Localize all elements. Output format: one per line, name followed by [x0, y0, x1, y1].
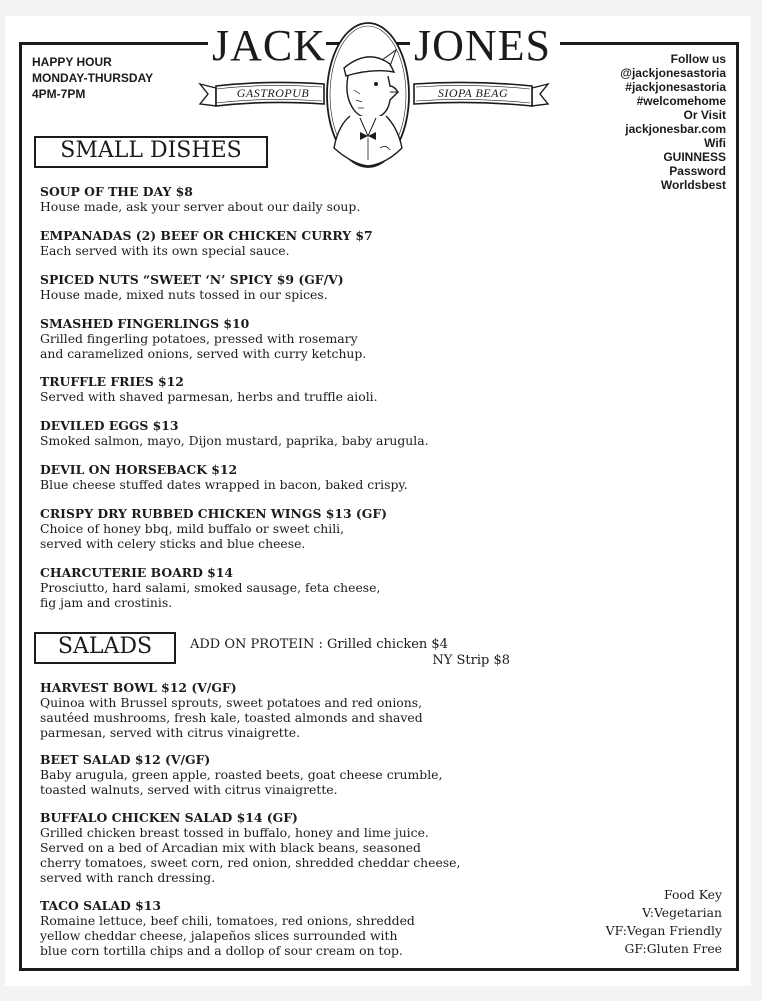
menu-item [40, 418, 560, 448]
section-title: SMALL DISHES [60, 138, 242, 163]
menu-item [40, 752, 560, 797]
item-name: SMASHED FINGERLINGS $10 [40, 316, 250, 331]
menu-item [40, 272, 560, 302]
item-description: House made, mixed nuts tossed in our spices. [40, 287, 328, 302]
menu-item [40, 680, 560, 740]
item-description: Blue cheese stuffed dates wrapped in bacon, baked crispy. [40, 477, 408, 492]
menu-item [40, 462, 560, 492]
item-name: SPICED NUTS “SWEET ‘N’ SPICY $9 (GF/V) [40, 272, 344, 287]
banner-right-text: SIOPA BEAG [437, 86, 509, 100]
menu-item [40, 898, 560, 958]
banner-left [218, 81, 328, 107]
wolf-logo-icon [324, 20, 412, 170]
happy-hour-line-1: HAPPY HOUR [32, 55, 112, 69]
food-key-line: VF:Vegan Friendly [605, 923, 722, 938]
small-dishes-heading [34, 136, 268, 168]
item-description: Grilled fingerling potatoes, pressed with rosemary and caramelized onions, served with curry ketchup. [40, 331, 367, 361]
item-description: Served with shaved parmesan, herbs and truffle aioli. [40, 389, 378, 404]
item-description: Prosciutto, hard salami, smoked sausage, feta cheese, fig jam and crostinis. [40, 580, 381, 610]
social-handle: @jackjonesastoria [620, 66, 726, 80]
brand-jones: JONES [414, 21, 552, 70]
menu-item [40, 565, 560, 610]
follow-line: Follow us [670, 52, 726, 66]
item-name: CHARCUTERIE BOARD $14 [40, 565, 233, 580]
banner-left-text: GASTROPUB [236, 86, 310, 100]
protein-addon [190, 637, 510, 669]
item-description: Quinoa with Brussel sprouts, sweet potatoes and red onions, sautéed mushrooms, fresh kale, toasted almonds and shaved parmesan, served with citrus vinaigrette. [40, 695, 423, 740]
item-name: TACO SALAD $13 [40, 898, 161, 913]
item-description: Choice of honey bbq, mild buffalo or sweet chili, served with celery sticks and blue cheese. [40, 521, 345, 551]
password-label: Password [669, 164, 726, 178]
food-key-line: GF:Gluten Free [624, 941, 722, 956]
section-box [34, 632, 176, 664]
menu-item [40, 506, 560, 551]
addon-line-2: NY Strip $8 [432, 653, 510, 668]
item-description: Romaine lettuce, beef chili, tomatoes, red onions, shredded yellow cheddar cheese, jalapeños slices surrounded with blue corn tortilla chips and a dollop of sour cream on top. [40, 913, 415, 958]
item-name: CRISPY DRY RUBBED CHICKEN WINGS $13 (GF) [40, 506, 387, 521]
wifi-password: Worldsbest [660, 178, 726, 192]
item-name: TRUFFLE FRIES $12 [40, 374, 184, 389]
food-key-line: V:Vegetarian [642, 905, 722, 920]
food-key-title: Food Key [664, 887, 722, 902]
item-name: DEVILED EGGS $13 [40, 418, 179, 433]
brand-jack: JACK [212, 21, 327, 70]
food-key [522, 886, 722, 958]
item-name: DEVIL ON HORSEBACK $12 [40, 462, 238, 477]
item-name: EMPANADAS (2) BEEF OR CHICKEN CURRY $7 [40, 228, 373, 243]
website: jackjonesbar.com [625, 122, 726, 136]
item-description: Each served with its own special sauce. [40, 243, 290, 258]
item-description: Grilled chicken breast tossed in buffalo, honey and lime juice. Served on a bed of Arcadian mix with black beans, seasoned cherry tomatoes, sweet corn, red onion, shredded cheddar cheese, served with ranch dressing. [40, 825, 461, 885]
visit-line: Or Visit [683, 108, 726, 122]
item-name: BEET SALAD $12 (V/GF) [40, 752, 211, 767]
item-description: House made, ask your server about our daily soup. [40, 199, 361, 214]
addon-line-1: ADD ON PROTEIN : Grilled chicken $4 [190, 637, 448, 652]
section-title: SALADS [57, 634, 153, 659]
social-wifi-info [546, 52, 726, 192]
salads-heading [34, 632, 176, 664]
menu-item [40, 810, 560, 885]
item-description: Smoked salmon, mayo, Dijon mustard, paprika, baby arugula. [40, 433, 429, 448]
menu-item [40, 316, 560, 361]
item-name: SOUP OF THE DAY $8 [40, 184, 193, 199]
menu-item [40, 228, 560, 258]
item-description: Baby arugula, green apple, roasted beets, goat cheese crumble, toasted walnuts, served with citrus vinaigrette. [40, 767, 443, 797]
social-hashtag: #jackjonesastoria [625, 80, 726, 94]
happy-hour-line-2: MONDAY-THURSDAY [32, 71, 154, 85]
banner-right [414, 81, 532, 107]
wifi-network: GUINNESS [663, 150, 726, 164]
item-name: BUFFALO CHICKEN SALAD $14 (GF) [40, 810, 298, 825]
section-box [34, 136, 268, 168]
item-name: HARVEST BOWL $12 (V/GF) [40, 680, 237, 695]
happy-hour-line-3: 4PM-7PM [32, 87, 86, 101]
wifi-label: Wifi [704, 136, 726, 150]
menu-item [40, 374, 560, 404]
menu-item [40, 184, 560, 214]
social-hashtag-2: #welcomehome [636, 94, 726, 108]
happy-hour-info [32, 54, 153, 102]
